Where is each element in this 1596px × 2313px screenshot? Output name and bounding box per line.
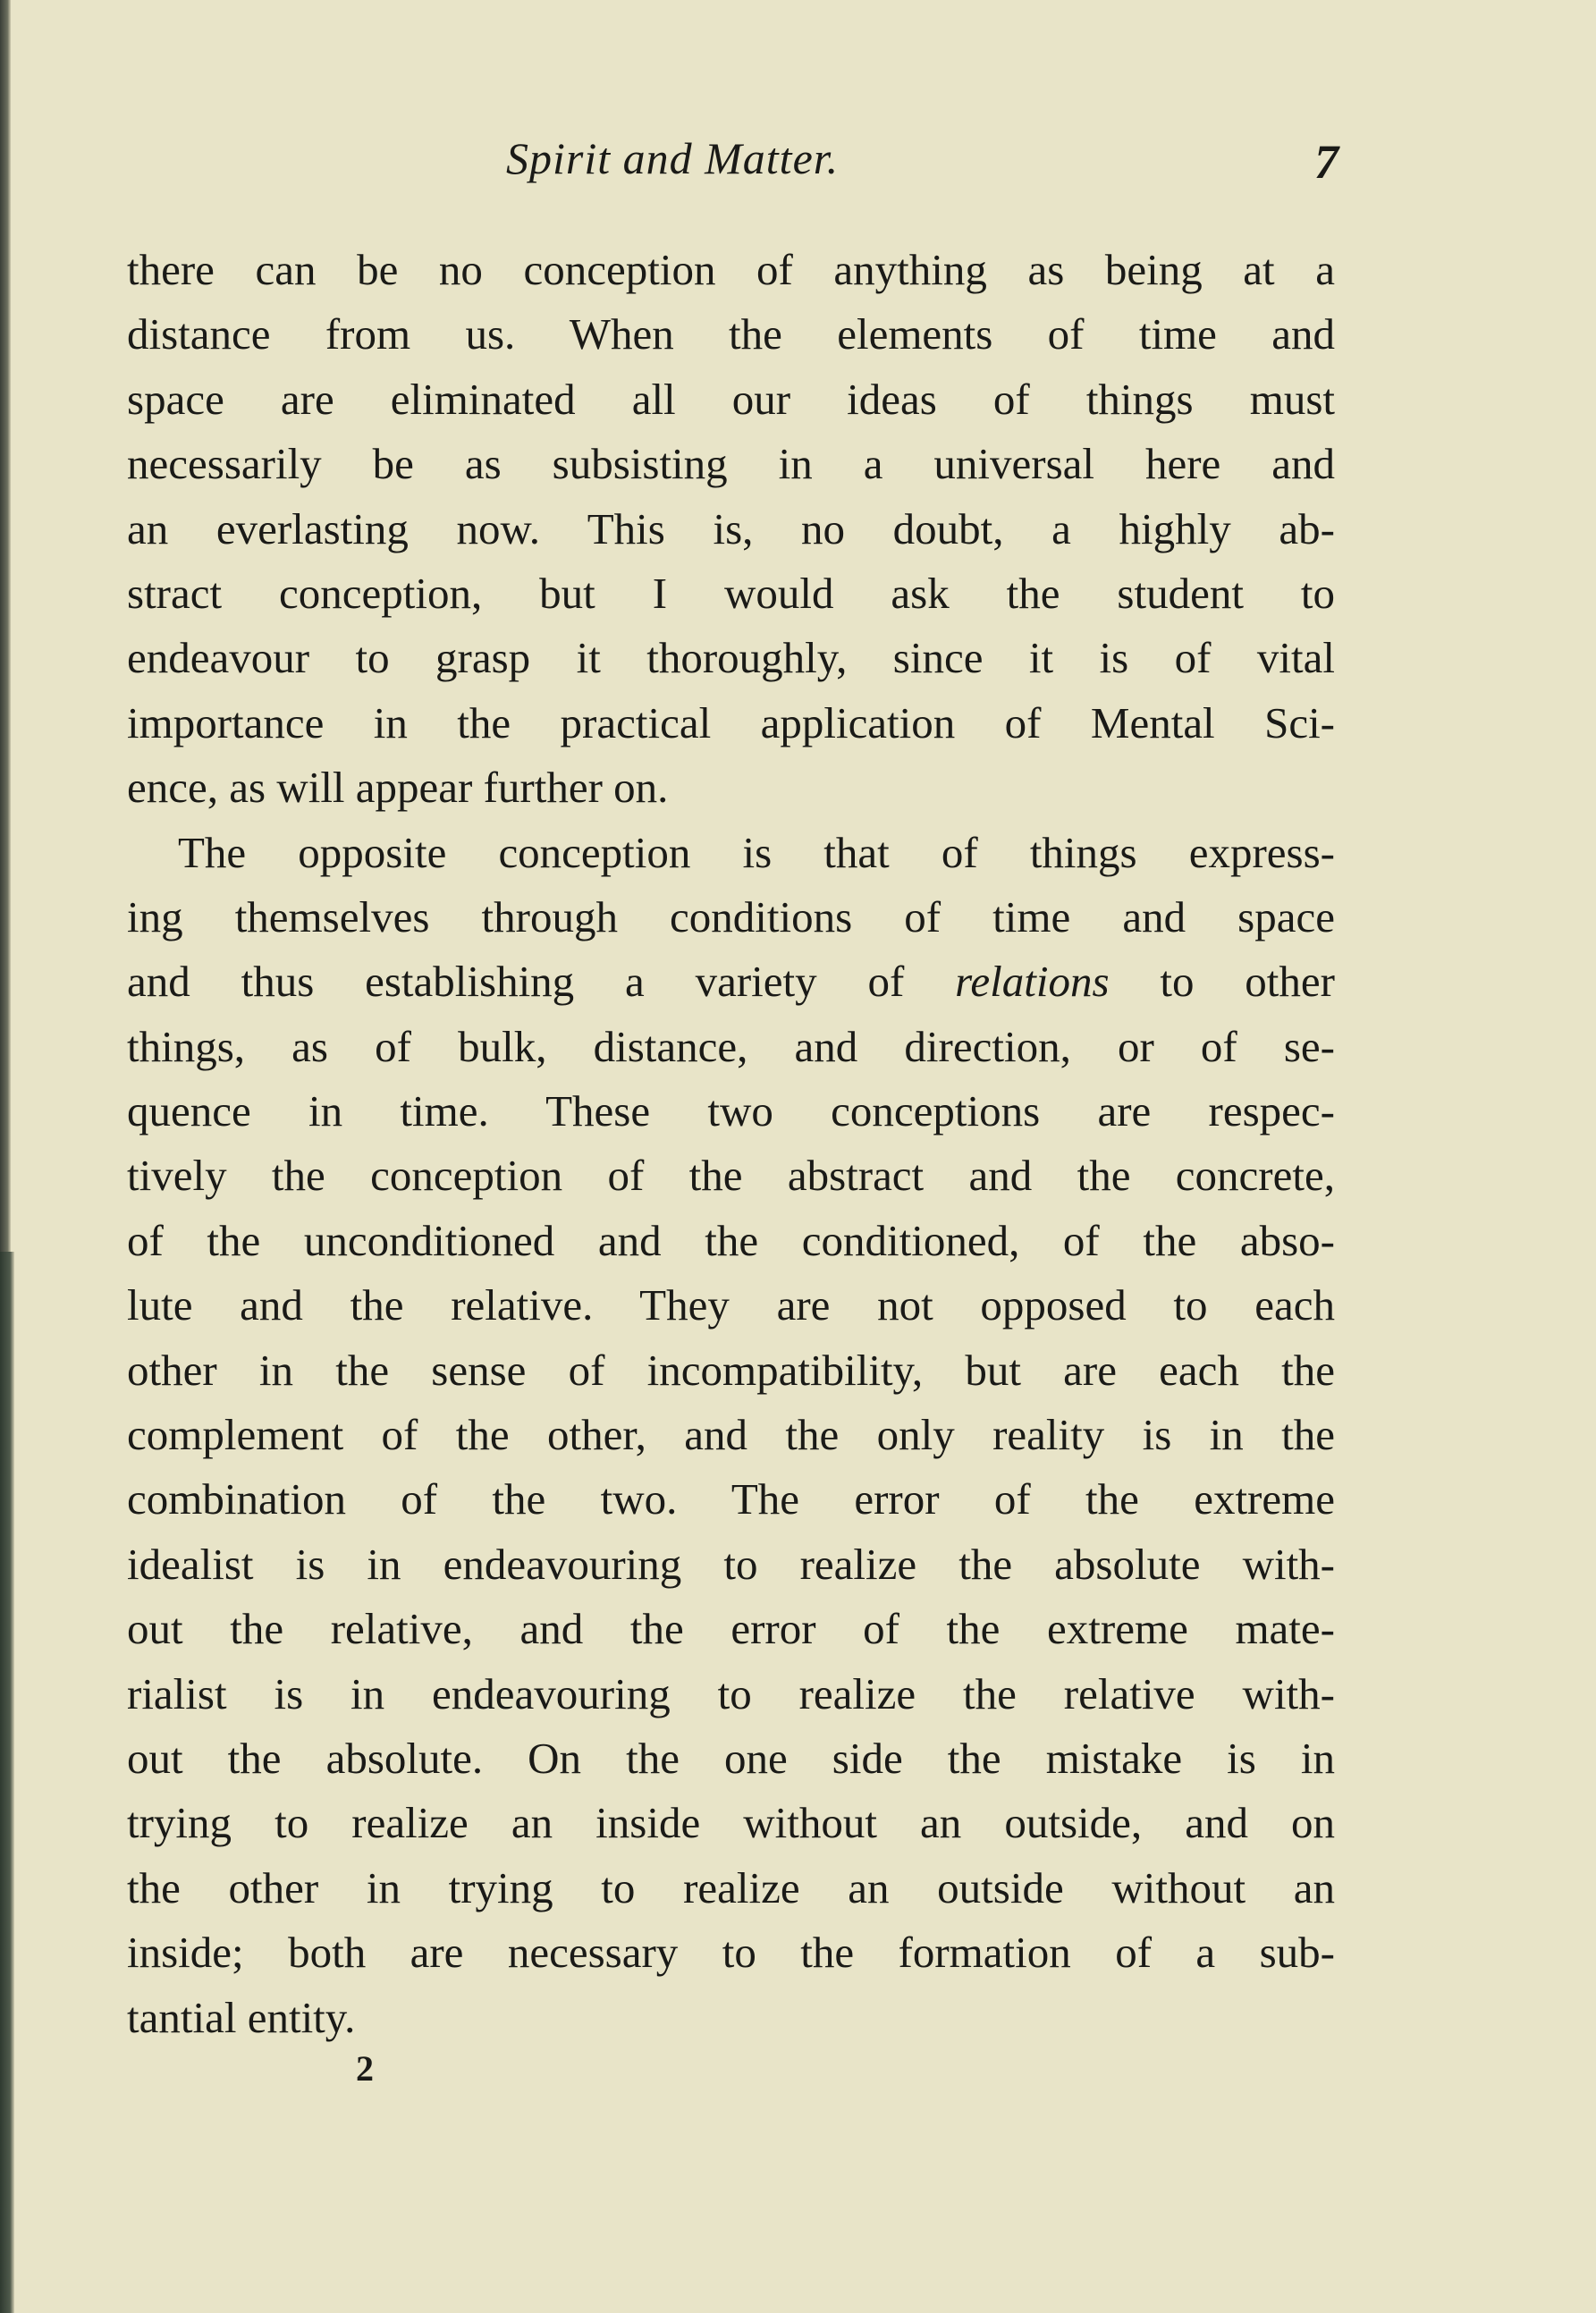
text-line: there can be no conception of anything as being at a bbox=[127, 245, 1335, 294]
text-line: trying to realize an inside without an outside, and on bbox=[127, 1798, 1335, 1848]
paragraph bbox=[127, 243, 1335, 826]
page-header bbox=[0, 132, 1596, 195]
text-line: lute and the relative. They are not opposed to each bbox=[127, 1280, 1335, 1330]
text-line: quence in time. These two conceptions are respec- bbox=[127, 1086, 1335, 1136]
text-line: ence, as will appear further on. bbox=[127, 763, 669, 813]
text-line: space are eliminated all our ideas of things must bbox=[127, 374, 1335, 424]
text-line: necessarily be as subsisting in a universal here and bbox=[127, 439, 1335, 489]
text-line: and thus establishing a variety of relations to other bbox=[127, 957, 1335, 1007]
running-title: Spirit and Matter. bbox=[506, 133, 840, 183]
text-line: rialist is in endeavouring to realize the relative with- bbox=[127, 1668, 1335, 1718]
text-line: inside; both are necessary to the formation of a sub- bbox=[127, 1928, 1335, 1978]
text-line: ing themselves through conditions of time and space bbox=[127, 891, 1335, 941]
text-line: things, as of bulk, distance, and direction, or of se- bbox=[127, 1021, 1335, 1071]
page-body bbox=[127, 243, 1335, 2056]
text-line: out the absolute. On the one side the mistake is in bbox=[127, 1733, 1335, 1783]
signature-mark: 2 bbox=[356, 2048, 374, 2089]
paragraph bbox=[127, 826, 1335, 2056]
emphasized-word: relations bbox=[955, 957, 1110, 1007]
text-line: distance from us. When the elements of time and bbox=[127, 309, 1335, 359]
text-line: endeavour to grasp it thoroughly, since it is of vital bbox=[127, 633, 1335, 683]
book-spine-edge-lower bbox=[0, 1252, 14, 2313]
page-number: 7 bbox=[1314, 135, 1338, 189]
text-line: other in the sense of incompatibility, but are each the bbox=[127, 1345, 1335, 1395]
text-line: complement of the other, and the only reality is in the bbox=[127, 1410, 1335, 1460]
text-line: out the relative, and the error of the extreme mate- bbox=[127, 1604, 1335, 1654]
text-line: of the unconditioned and the conditioned, of the abso- bbox=[127, 1215, 1335, 1265]
text-line: tantial entity. bbox=[127, 1992, 356, 2042]
text-line: tively the conception of the abstract and the concrete, bbox=[127, 1151, 1335, 1201]
text-line: stract conception, but I would ask the student to bbox=[127, 568, 1335, 618]
text-line: an everlasting now. This is, no doubt, a highly ab- bbox=[127, 503, 1335, 553]
text-line: The opposite conception is that of things express- bbox=[178, 827, 1335, 877]
text-line: the other in trying to realize an outside without an bbox=[127, 1862, 1335, 1912]
text-line: combination of the two. The error of the extreme bbox=[127, 1474, 1335, 1524]
text-line: importance in the practical application of Mental Sci- bbox=[127, 697, 1335, 747]
text-line: idealist is in endeavouring to realize the absolute with- bbox=[127, 1539, 1335, 1589]
